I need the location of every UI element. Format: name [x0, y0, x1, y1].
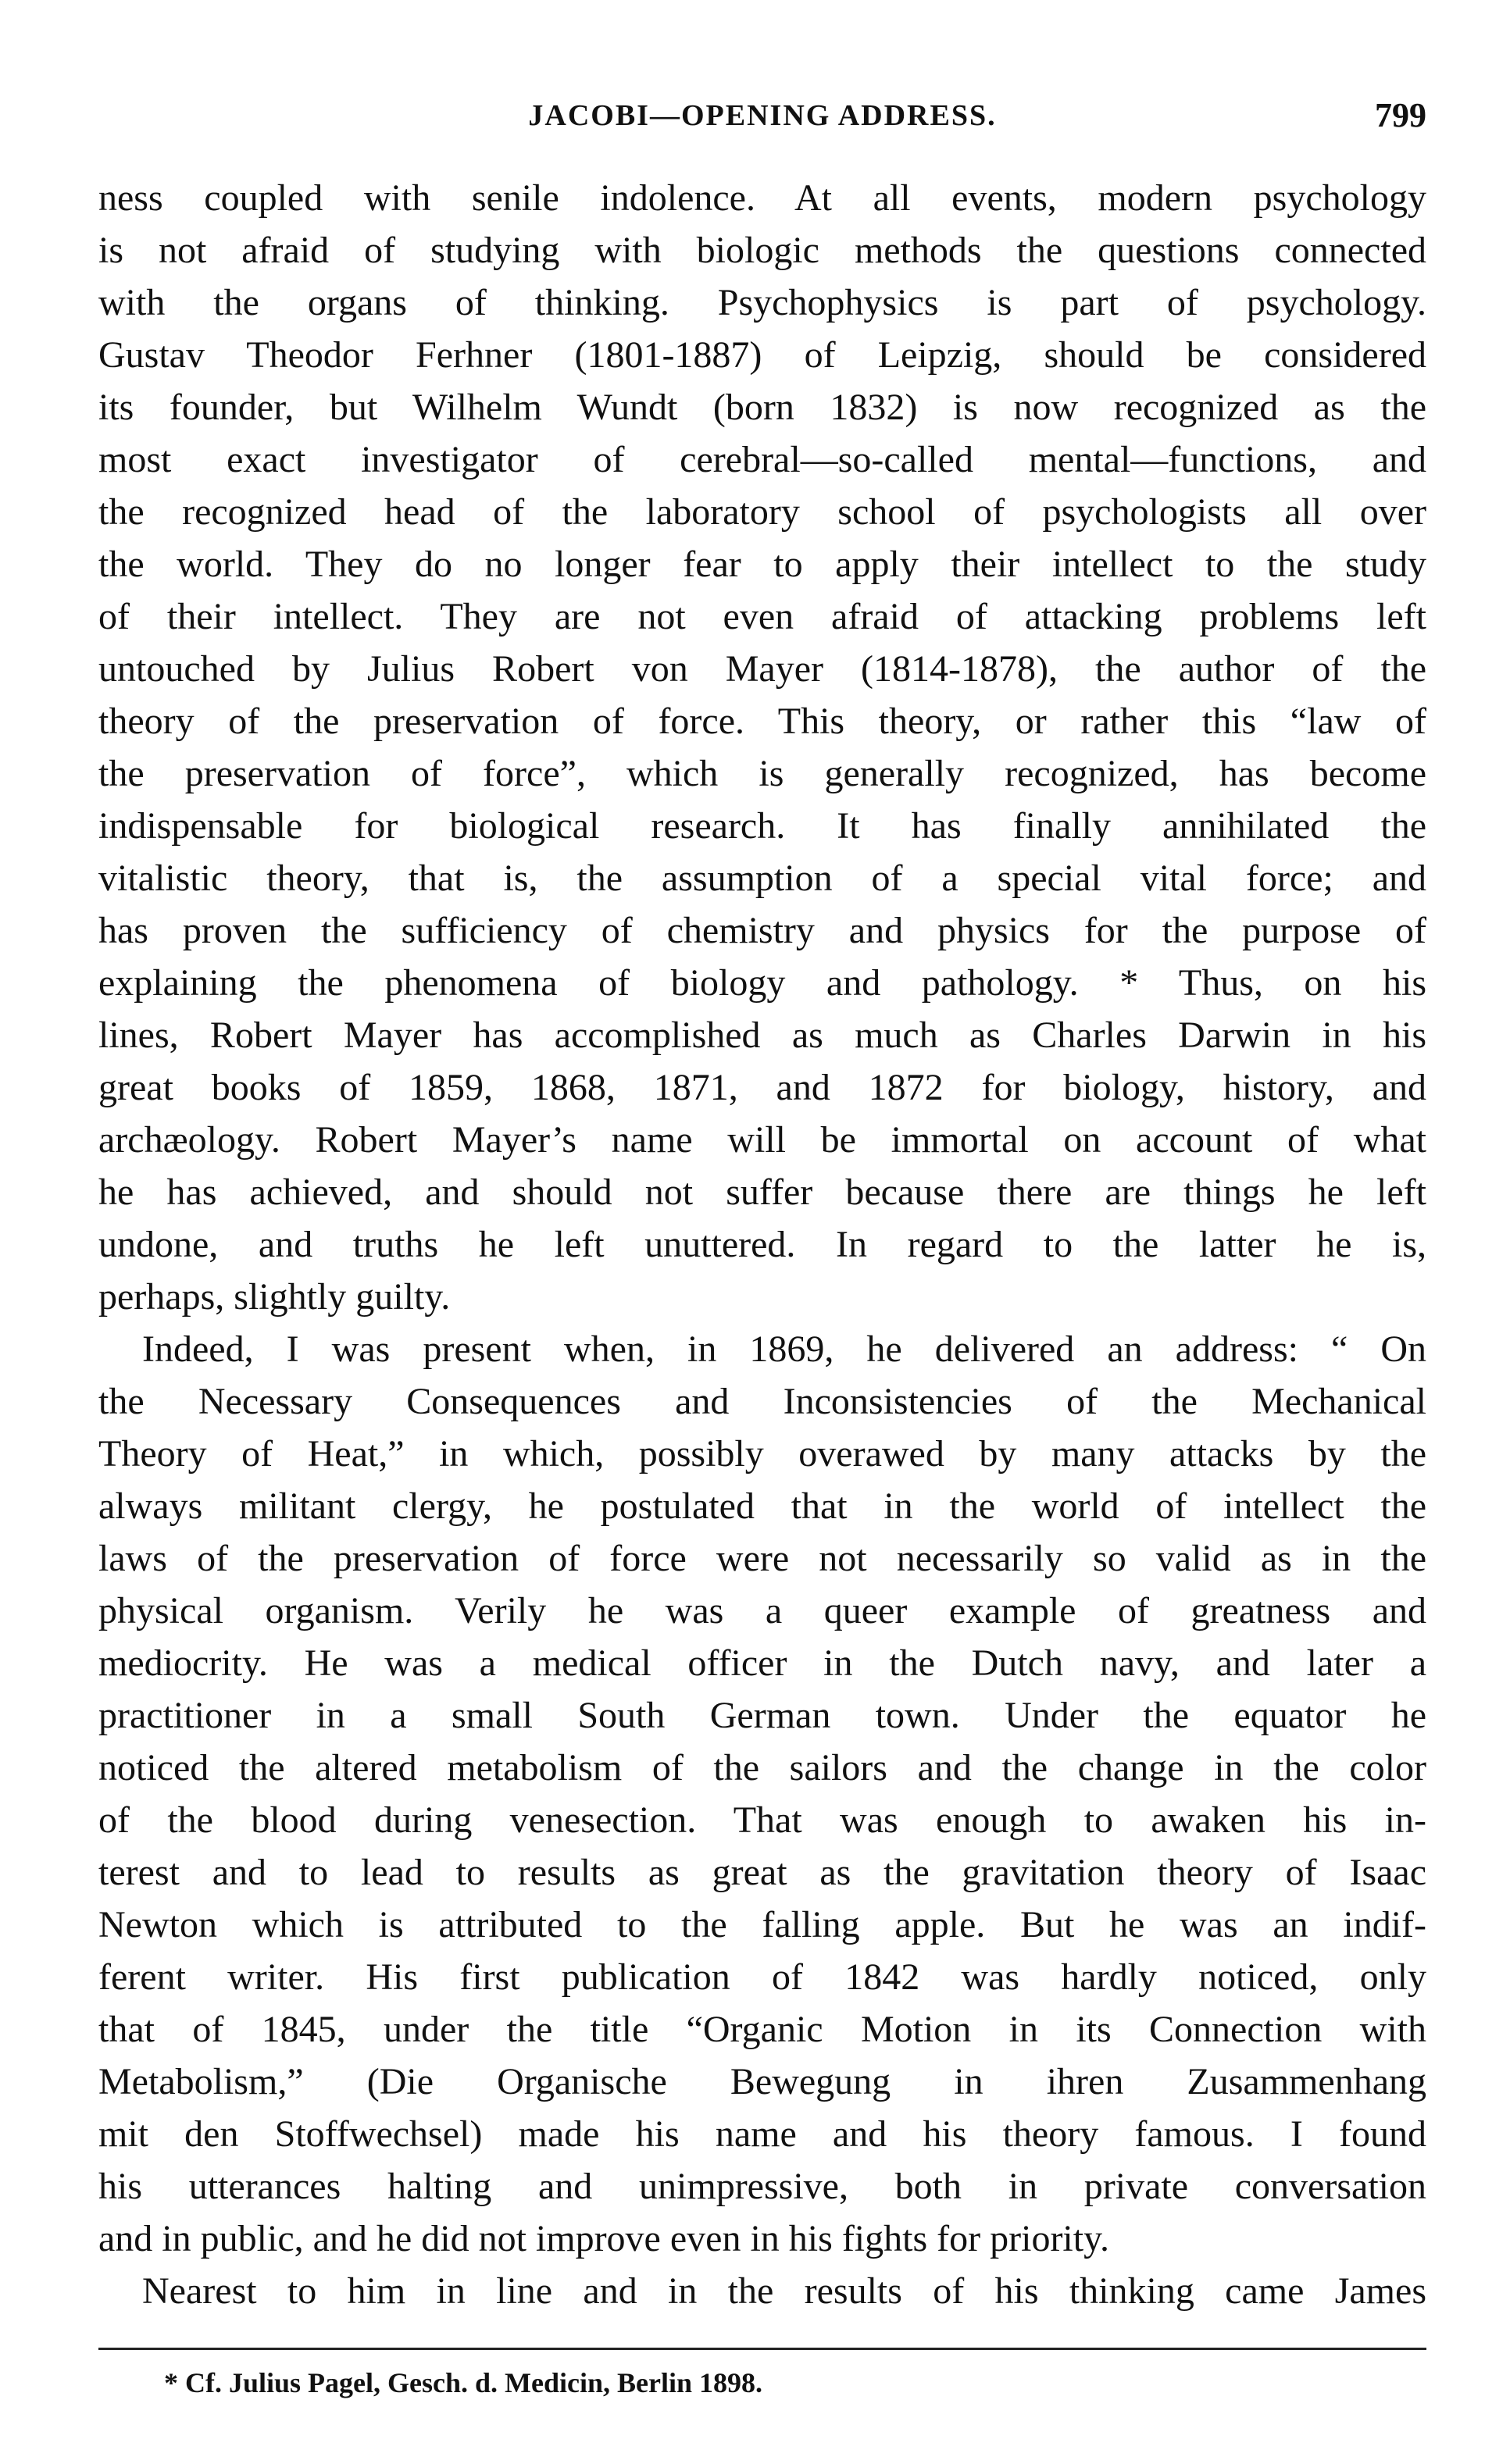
text-line: of the blood during venesection. That was enough to awaken his in- — [98, 1799, 1426, 1841]
text-line: and in public, and he did not improve even in his fights for priority. — [98, 2218, 1109, 2259]
text-line: Theory of Heat,” in which, possibly overawed by many attacks by the — [98, 1433, 1426, 1474]
text-line: Gustav Theodor Ferhner (1801-1887) of Leipzig, should be considered — [98, 334, 1426, 376]
text-line: ferent writer. His first publication of 1842 was hardly noticed, only — [98, 1956, 1426, 1998]
text-line: archæology. Robert Mayer’s name will be immortal on account of what — [98, 1119, 1426, 1161]
text-line: with the organs of thinking. Psychophysics is part of psychology. — [98, 282, 1426, 323]
text-line: Indeed, I was present when, in 1869, he delivered an address: “ On — [142, 1328, 1426, 1370]
body-text — [98, 172, 1426, 2317]
page-number: 799 — [1375, 96, 1426, 134]
text-line: practitioner in a small South German town. Under the equator he — [98, 1695, 1426, 1736]
text-line: is not afraid of studying with biologic methods the questions connected — [98, 230, 1426, 271]
text-line: the preservation of force”, which is generally recognized, has become — [98, 753, 1426, 794]
text-line: great books of 1859, 1868, 1871, and 1872 for biology, history, and — [98, 1067, 1426, 1108]
text-line: undone, and truths he left unuttered. In regard to the latter he is, — [98, 1224, 1426, 1265]
text-line: vitalistic theory, that is, the assumption of a special vital force; and — [98, 858, 1426, 899]
text-line: of their intellect. They are not even afraid of attacking problems left — [98, 596, 1426, 637]
text-line: most exact investigator of cerebral—so-called mental—functions, and — [98, 439, 1426, 480]
text-line: noticed the altered metabolism of the sailors and the change in the color — [98, 1747, 1426, 1788]
text-line: his utterances halting and unimpressive, both in private conversation — [98, 2166, 1426, 2207]
running-title: JACOBI—OPENING ADDRESS. — [528, 99, 997, 132]
text-line: mit den Stoffwechsel) made his name and his theory famous. I found — [98, 2113, 1426, 2155]
text-line: Newton which is attributed to the falling apple. But he was an indif- — [98, 1904, 1426, 1945]
text-line: Nearest to him in line and in the results of his thinking came James — [142, 2270, 1426, 2312]
text-line: that of 1845, under the title “Organic Motion in its Connection with — [98, 2009, 1426, 2050]
text-line: physical organism. Verily he was a queer example of greatness and — [98, 1590, 1426, 1631]
text-line: theory of the preservation of force. This theory, or rather this “law of — [98, 701, 1426, 742]
text-line: he has achieved, and should not suffer because there are things he left — [98, 1171, 1426, 1213]
text-line: lines, Robert Mayer has accomplished as much as Charles Darwin in his — [98, 1014, 1426, 1056]
text-line: has proven the sufficiency of chemistry and physics for the purpose of — [98, 910, 1426, 951]
text-line: ness coupled with senile indolence. At all events, modern psychology — [98, 177, 1426, 219]
text-line: Metabolism,” (Die Organische Bewegung in ihren Zusammenhang — [98, 2061, 1426, 2102]
text-line: the world. They do no longer fear to apply their intellect to the study — [98, 544, 1426, 585]
footnote-rule — [98, 2348, 1426, 2350]
text-line: untouched by Julius Robert von Mayer (1814-1878), the author of the — [98, 648, 1426, 690]
footnote: * Cf. Julius Pagel, Gesch. d. Medicin, Berlin 1898. — [164, 2367, 763, 2398]
text-line: indispensable for biological research. It has finally annihilated the — [98, 805, 1426, 847]
text-line: explaining the phenomena of biology and pathology. * Thus, on his — [98, 962, 1426, 1004]
text-line: terest and to lead to results as great as the gravitation theory of Isaac — [98, 1852, 1426, 1893]
text-line: mediocrity. He was a medical officer in the Dutch navy, and later a — [98, 1642, 1426, 1684]
running-head — [98, 92, 1426, 139]
text-line: the Necessary Consequences and Inconsistencies of the Mechanical — [98, 1381, 1426, 1422]
text-line: laws of the preservation of force were not necessarily so valid as in the — [98, 1538, 1426, 1579]
text-line: the recognized head of the laboratory school of psychologists all over — [98, 491, 1426, 533]
text-line: always militant clergy, he postulated that in the world of intellect the — [98, 1485, 1426, 1527]
text-line: perhaps, slightly guilty. — [98, 1276, 451, 1318]
text-line: its founder, but Wilhelm Wundt (born 1832) is now recognized as the — [98, 387, 1426, 428]
